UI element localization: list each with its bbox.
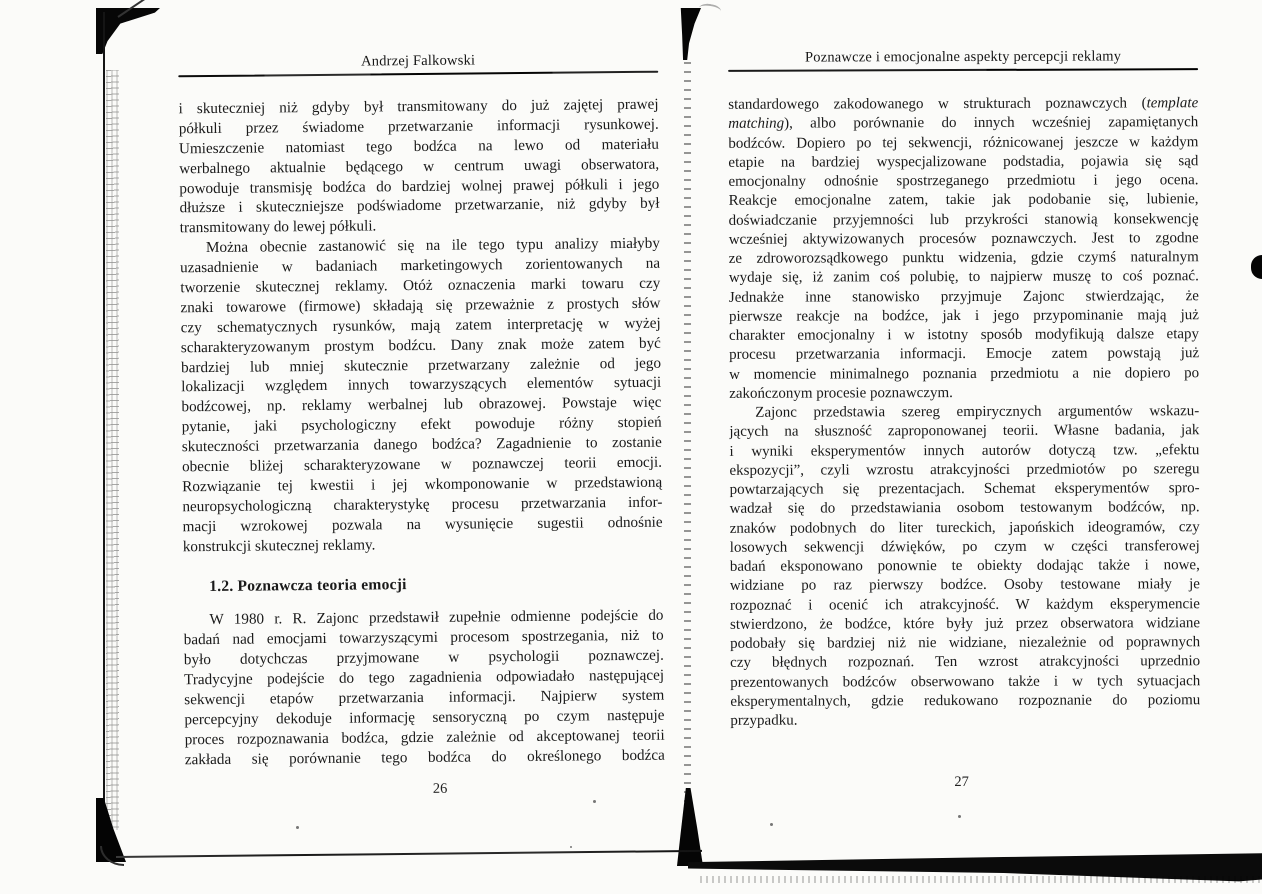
text-line: matching), albo porównanie do innych wcześniej zapamiętanych [728, 114, 1199, 133]
scan-artifact-bottom-speckle [700, 876, 1260, 883]
text-line: jących na słuszność zaproponowanej teorii. Własne badania, jak [729, 422, 1200, 441]
text-line: wcześniej aktywizowanych procesów poznawczych. Jest to zgodne [728, 229, 1199, 248]
text-line: proces rozpoznawania bodźca, gdzie zależnie od akceptowanej teorii [184, 726, 665, 749]
text-line: stwierdzono, że bodźce, które były już przez obserwatora widziane [730, 614, 1201, 633]
paragraph [729, 402, 1200, 731]
scan-artifact-left-page-bottom-edge [116, 850, 702, 858]
text-line: powoduje transmisję bodźca do bardziej wolnej prawej półkuli i jego [179, 175, 660, 197]
text-line: ze zdroworozsądkowego punktu widzenia, gdzie czymś naturalnym [728, 249, 1199, 267]
scan-artifact-crease-line [117, 0, 158, 18]
text-line: macji wzrokowej pozwala na wysunięcie sugestii odnośnie [182, 513, 663, 535]
scan-speck [770, 823, 773, 826]
text-line: Tradycyjne podejście do tego zagadnienia odpowiadało następującej [183, 666, 665, 689]
text-line: zakłada się porównanie tego bodźca do określonego bodźca [184, 746, 665, 768]
scan-speck [593, 800, 596, 803]
text-line: bodźców. Dopiero po tej sekwencji, różnicowanej jeszcze w każdym [728, 133, 1199, 152]
text-line: lokalizacji względem innych towarzyszących elementów sytuacji [181, 374, 662, 396]
text-line: przypadku. [730, 712, 798, 729]
text-line: tworzenie skutecznej reklamy. Otóż oznaczenia marki towaru czy [180, 274, 661, 297]
paragraph [728, 94, 1199, 404]
book-page-right [728, 41, 1201, 791]
text-line: widziane po raz pierwszy bodźce. Osoby testowane miały je [729, 576, 1200, 595]
page-number: 26 [432, 780, 448, 797]
text-line: percepcyjny dekoduje informację sensoryczną po czym następuje [184, 706, 665, 729]
text-line: werbalnego aktualnie będącego w centrum uwagi obserwatora, [179, 155, 660, 177]
text-line: losowych sekwencji dźwięków, po czym w części transferowej [729, 537, 1200, 556]
text-line: sekwencji etapów przetwarzania informacji. Najpierw system [184, 686, 665, 709]
text-line: etapie na bardziej wyspecjalizowane podstadia, pojawia się sąd [728, 152, 1199, 171]
text-line: procesu przetwarzania informacji. Emocje zatem powstają już [729, 345, 1200, 364]
text-line: prezentowanych bodźców obserwowano także i w tych sytuacjach [730, 672, 1201, 691]
text-line: powtarzających się prezentacjach. Schemat eksperymentów spro- [729, 480, 1200, 498]
text-line: neuropsychologiczną charakterystykę procesu przetwarzania infor- [182, 493, 663, 516]
text-line: dłuższe i skuteczniejsze podświadome przetwarzanie, niż gdyby był [179, 195, 660, 217]
header-rule [728, 68, 1198, 72]
scan-speck [958, 815, 961, 818]
text-line: emocjonalny odnośnie spostrzeganego przedmiotu i jego ocena. [728, 172, 1199, 190]
scan-artifact-right-edge-mark [1251, 255, 1262, 279]
paragraph [180, 234, 663, 557]
text-line: półkuli przez świadome przetwarzanie informacji rysunkowej. [178, 115, 659, 138]
text-line: wadzał się do przedstawiania osobom testowanym bodźców, np. [729, 499, 1200, 518]
scan-artifact-left-page-edge [103, 12, 105, 858]
section-heading: 1.2. Poznawcza teoria emocji [209, 576, 407, 596]
scan-artifact-top-left-corner [96, 8, 160, 54]
book-page-left [178, 44, 665, 797]
text-line: doświadczanie przyjemności lub przykrości stanowią konsekwencję [728, 210, 1199, 229]
running-header-chapter-title: Poznawcze i emocjonalne aspekty percepcji reklamy [804, 48, 1122, 66]
paragraph [179, 95, 660, 239]
running-header-author: Andrzej Falkowski [360, 52, 476, 70]
text-line: transmitowany do lewej półkuli. [179, 217, 377, 237]
text-line: w momencie minimalnego poznania przedmiotu a nie dopiero po [729, 364, 1200, 383]
text-line: pierwsze reakcje na bodźce, jak i jego przypominanie mają już [728, 306, 1199, 325]
scan-artifact-gutter-bottom [677, 788, 703, 866]
text-line: i skuteczniej niż gdyby był transmitowany do już zajętej prawej [178, 95, 659, 118]
scan-artifact-gutter-shadow [684, 62, 691, 810]
scan-artifact-gutter-top [678, 8, 701, 60]
scan-speck [296, 826, 299, 829]
text-line: i wyniki eksperymentów innych autorów dotyczą tzw. „efektu [729, 441, 1200, 460]
text-line: pytanie, jaki psychologiczny efekt powoduje różny stopień [181, 413, 662, 436]
text-line: rozpoznać i ocenić ich atrakcyjność. W każdym eksperymencie [729, 595, 1200, 614]
paragraph [183, 606, 665, 770]
text-line: znaki towarowe (firmowe) składają się przeważnie z prostych słów [180, 294, 661, 317]
text-line: konstrukcji skutecznej reklamy. [182, 536, 376, 555]
text-line: scharakteryzowanym prostym bodźcu. Dany znak może zatem być [180, 334, 661, 356]
text-line: bardziej lub mniej skutecznie przetwarzany zależnie od jego [180, 354, 662, 376]
header-rule [178, 71, 658, 78]
text-line: uzasadnienie w badaniach marketingowych zorientowanych na [180, 254, 661, 277]
scan-artifact-right-page-bottom-shadow [688, 850, 1262, 882]
scan-speck [570, 846, 572, 848]
left-page-text-column [179, 95, 665, 770]
scan-artifact-left-page-bottom-curve [100, 846, 124, 866]
text-line: skuteczności przetwarzania danego bodźca? Zagadnienie to zostanie [181, 433, 662, 456]
right-page-text-column [728, 94, 1200, 731]
text-line: czy schematycznych rysunków, mają zatem interpretację w wyżej [180, 314, 661, 337]
text-line: Umieszczenie natomiast tego bodźca na lewo od materiału [178, 135, 660, 158]
text-line: Zajonc przedstawia szereg empirycznych argumentów wskazu- [755, 403, 1200, 421]
text-line: standardowego zakodowanego w strukturach poznawczych (template [728, 95, 1199, 113]
text-line: Reakcje emocjonalne zatem, takie jak podobanie się, lubienie, [728, 191, 1199, 210]
text-line: W 1980 r. R. Zajonc przedstawił zupełnie odmienne podejście do [209, 607, 664, 629]
text-line: bodźcowej, np. reklamy werbalnej lub obrazowej. Powstaje więc [181, 394, 662, 416]
text-line: było dotychczas przyjmowane w psychologii poznawczej. [183, 646, 664, 669]
text-line: Jednakże inne stanowisko przyjmuje Zajonc stwierdzając, że [728, 287, 1199, 306]
scan-artifact-left-edge-speckle [106, 70, 119, 830]
text-line: czy błędnych rozpoznań. Ten wzrost atrakcyjności uprzednio [730, 653, 1201, 672]
text-line: znaków podobnych do liter tureckich, japońskich ideogramów, czy [729, 518, 1200, 537]
text-line: podobały się bardziej niż nie widziane, niezależnie od poprawnych [730, 634, 1201, 652]
page-number: 27 [954, 773, 969, 791]
scan-artifact-bottom-left-corner [96, 798, 126, 862]
text-line: Rozwiązanie tej kwestii i jej wkomponowanie w przedstawioną [182, 473, 663, 496]
text-line: eksperymentalnych, gdzie redukowano rozpoznanie do poziomu [730, 691, 1201, 710]
text-line: wydaje się, iż zanim coś polubię, to najpierw muszę to coś poznać. [728, 268, 1199, 287]
text-line: badań eksponowano ponownie te obiekty dodając także i nowe, [729, 557, 1200, 575]
scan-artifact-gutter-squiggle [698, 2, 721, 16]
text-line: badań nad emocjami towarzyszącymi procesom spostrzegania, niż to [183, 627, 664, 649]
text-line: charakter emocjonalny i w istotny sposób modyfikują dalsze etapy [728, 326, 1200, 344]
text-line: ekspozycji”, czyli wzrostu atrakcyjności przedmiotów po szeregu [729, 460, 1200, 479]
text-line: zakończonym procesie poznawczym. [729, 384, 953, 402]
text-line: Można obecnie zastanowić się na ile tego typu analizy miałyby [205, 234, 660, 257]
text-line: obecnie bliżej scharakteryzowane w poznawczej teorii emocji. [181, 453, 663, 476]
